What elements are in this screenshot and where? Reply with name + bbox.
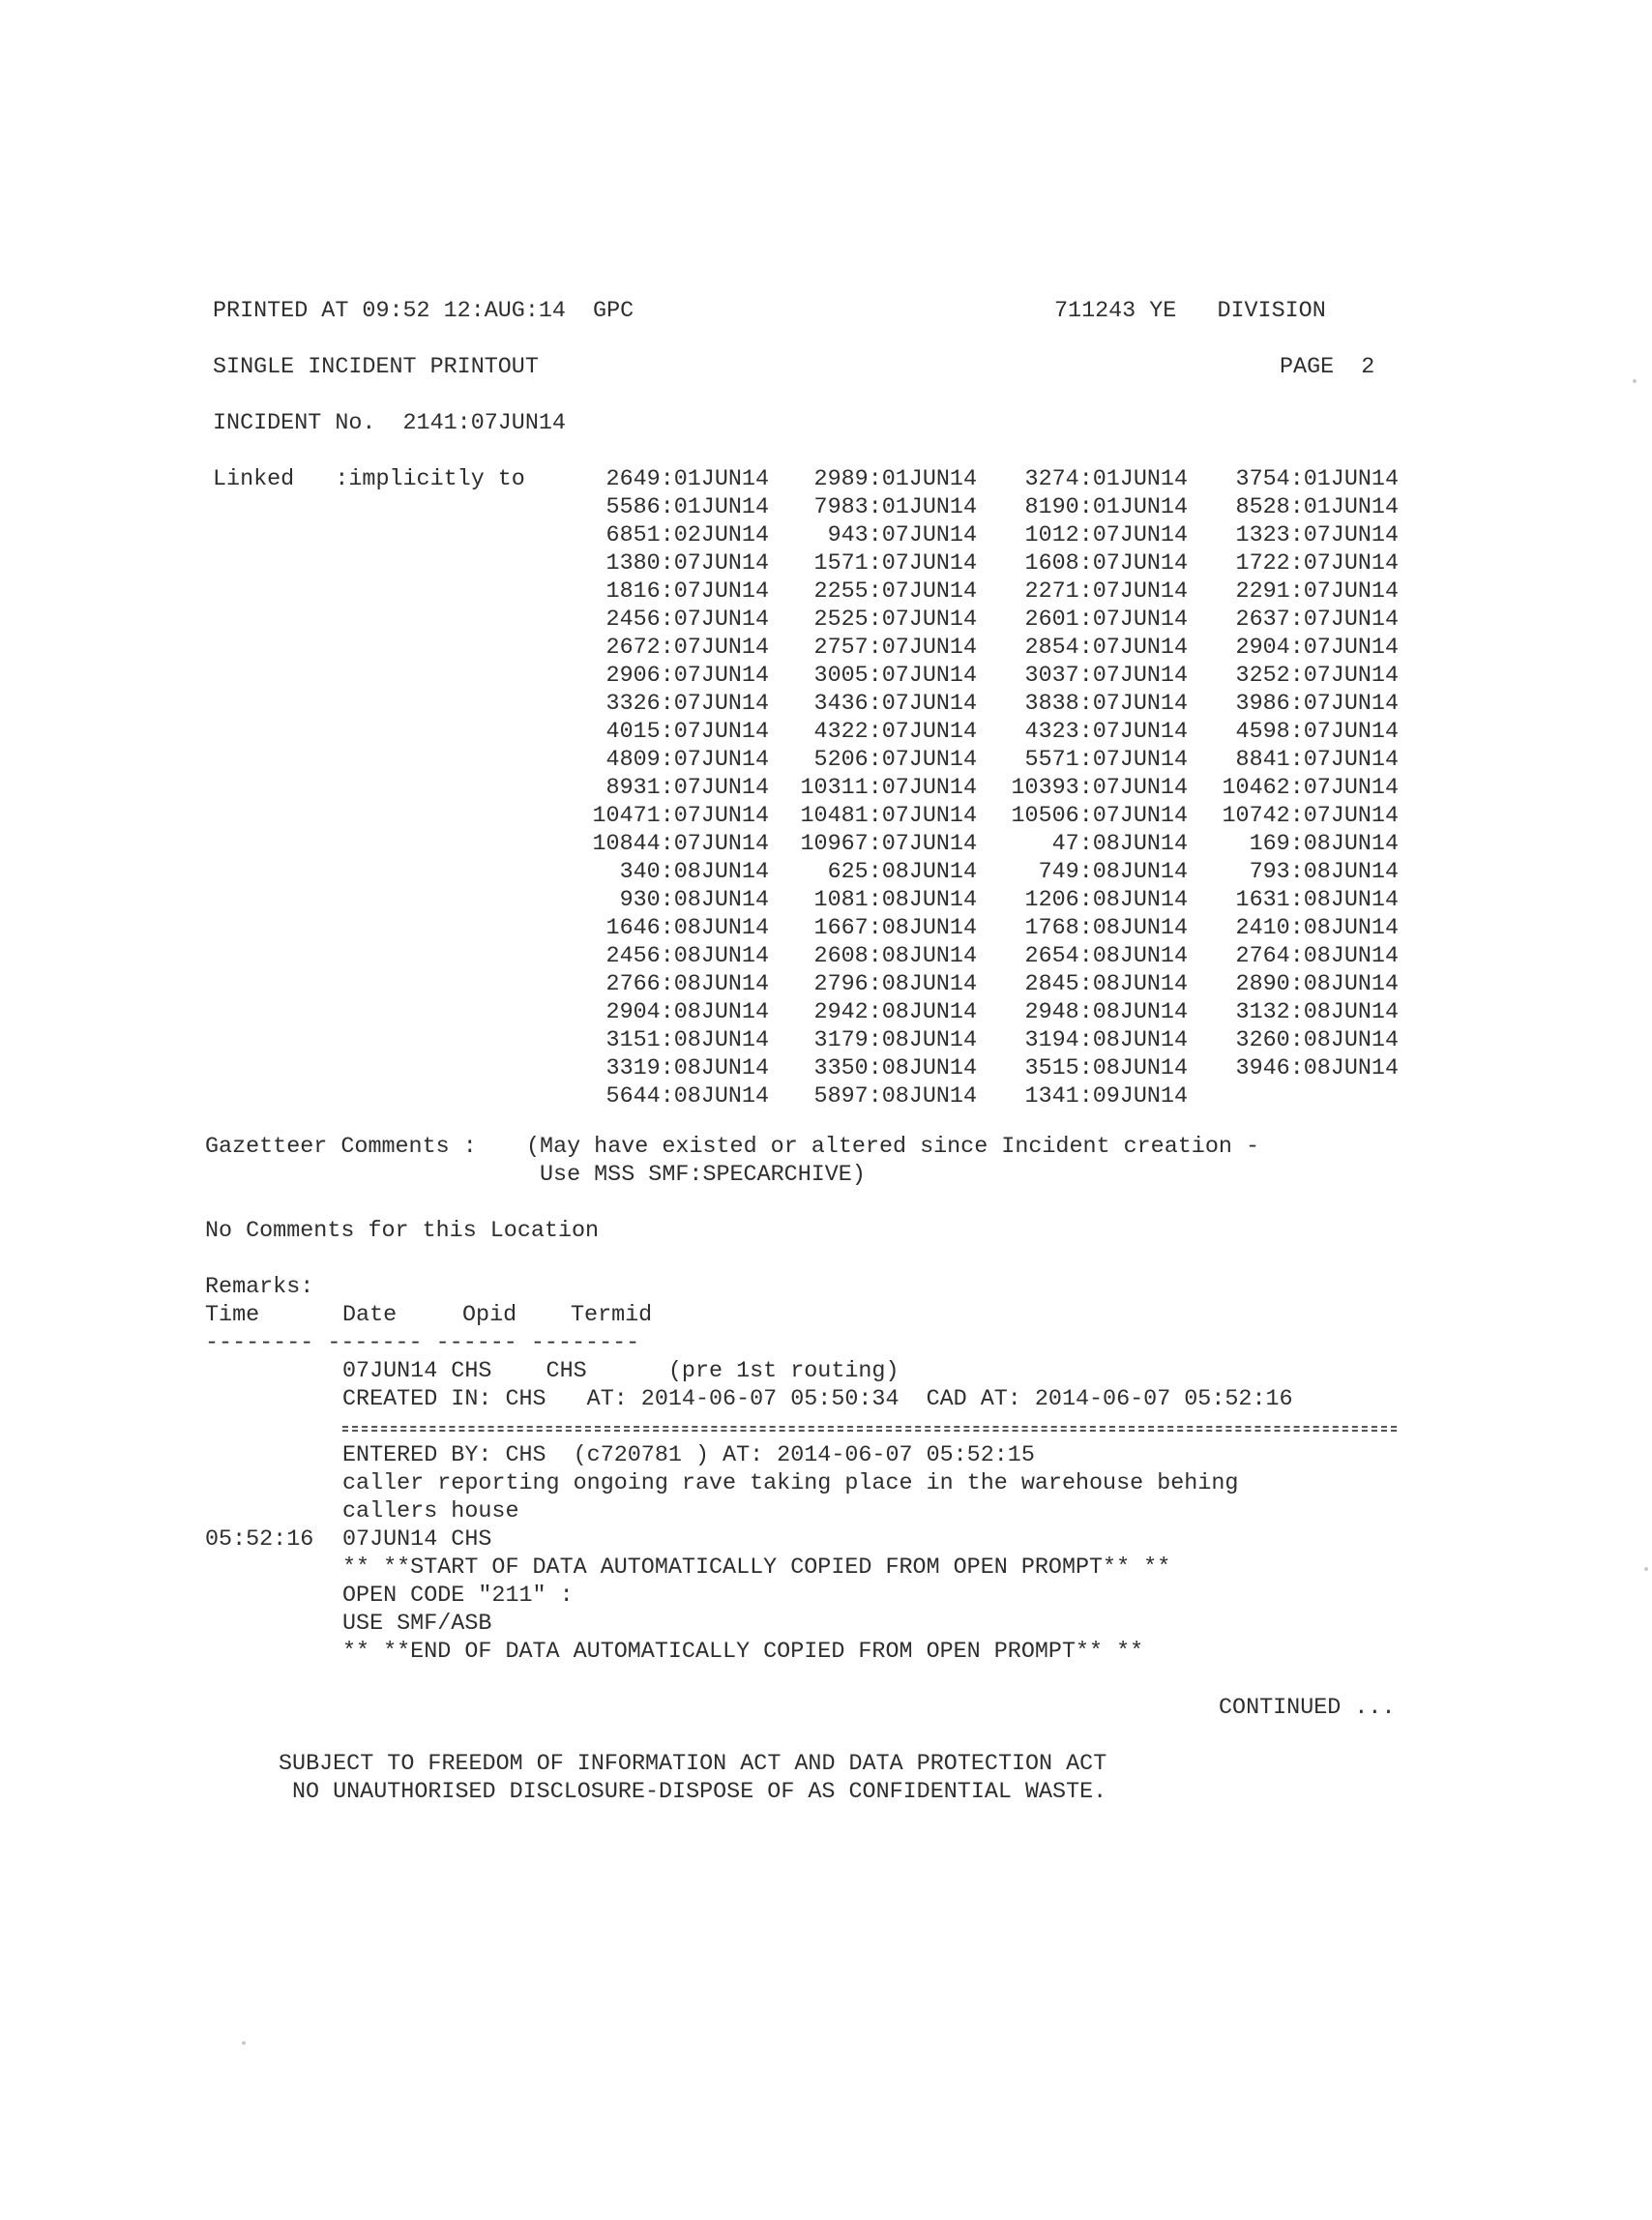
linked-row — [561, 578, 1402, 607]
linked-incident-ref: 3252:07JUN14 — [1235, 664, 1399, 689]
linked-incident-ref: 4322:07JUN14 — [813, 720, 977, 745]
linked-incident-ref: 8190:01JUN14 — [1024, 495, 1188, 520]
linked-row — [561, 943, 1402, 971]
linked-incident-ref: 1380:07JUN14 — [605, 551, 769, 577]
linked-incident-ref: 3350:08JUN14 — [813, 1056, 977, 1081]
linked-incident-ref: 5644:08JUN14 — [605, 1084, 769, 1110]
linked-incident-ref: 2291:07JUN14 — [1235, 579, 1399, 605]
linked-row — [561, 1055, 1402, 1083]
linked-row — [561, 494, 1402, 522]
remark-line: callers house — [342, 1499, 519, 1524]
linked-incident-ref: 1816:07JUN14 — [605, 579, 769, 605]
remark-line: caller reporting ongoing rave taking place in the warehouse behing — [342, 1471, 1239, 1496]
linked-row — [561, 859, 1402, 887]
linked-incident-ref: 2764:08JUN14 — [1235, 944, 1399, 969]
linked-incident-ref: 2525:07JUN14 — [813, 607, 977, 633]
remark-line: USE SMF/ASB — [342, 1612, 492, 1637]
footer-notice-line-1: SUBJECT TO FREEDOM OF INFORMATION ACT AND DATA PROTECTION ACT — [279, 1752, 1107, 1777]
no-comments-text: No Comments for this Location — [205, 1219, 600, 1244]
linked-incident-ref: 8931:07JUN14 — [605, 776, 769, 801]
linked-incident-ref: 3436:07JUN14 — [813, 692, 977, 717]
linked-incident-ref: 4598:07JUN14 — [1235, 720, 1399, 745]
linked-incident-ref: 1012:07JUN14 — [1024, 523, 1188, 548]
linked-row — [561, 607, 1402, 635]
linked-incident-ref: 2942:08JUN14 — [813, 1000, 977, 1025]
linked-incident-ref: 1646:08JUN14 — [605, 916, 769, 941]
linked-incident-ref: 3319:08JUN14 — [605, 1056, 769, 1081]
linked-incident-ref: 47:08JUN14 — [1051, 832, 1188, 857]
linked-incident-ref: 1631:08JUN14 — [1235, 888, 1399, 913]
linked-incident-ref: 3946:08JUN14 — [1235, 1056, 1399, 1081]
linked-row — [561, 1027, 1402, 1055]
linked-incident-ref: 6851:02JUN14 — [605, 523, 769, 548]
linked-incident-ref: 3274:01JUN14 — [1024, 467, 1188, 492]
linked-incident-ref: 10481:07JUN14 — [800, 804, 977, 829]
incident-number: INCIDENT No. 2141:07JUN14 — [213, 411, 566, 436]
column-underline: -------- ------- ------ -------- — [205, 1331, 640, 1356]
linked-incident-ref: 3194:08JUN14 — [1024, 1028, 1188, 1053]
linked-incident-ref: 625:08JUN14 — [827, 860, 977, 885]
linked-incident-ref: 2796:08JUN14 — [813, 972, 977, 997]
linked-incident-ref: 3260:08JUN14 — [1235, 1028, 1399, 1053]
linked-row — [561, 691, 1402, 719]
linked-incident-ref: 2672:07JUN14 — [605, 636, 769, 661]
linked-incident-ref: 3515:08JUN14 — [1024, 1056, 1188, 1081]
linked-incident-ref: 2854:07JUN14 — [1024, 636, 1188, 661]
linked-incident-ref: 2906:07JUN14 — [605, 664, 769, 689]
remark-line: CREATED IN: CHS AT: 2014-06-07 05:50:34 CAD AT: 2014-06-07 05:52:16 — [342, 1387, 1293, 1412]
linked-incident-ref: 793:08JUN14 — [1249, 860, 1399, 885]
linked-incident-ref: 3754:01JUN14 — [1235, 467, 1399, 492]
linked-row — [561, 550, 1402, 578]
linked-incident-ref: 4323:07JUN14 — [1024, 720, 1188, 745]
linked-incident-ref: 2456:08JUN14 — [605, 944, 769, 969]
scan-speck — [242, 2041, 246, 2045]
remark-time: 05:52:16 — [205, 1527, 314, 1553]
remark-line: ** **START OF DATA AUTOMATICALLY COPIED FROM OPEN PROMPT** ** — [342, 1555, 1171, 1581]
linked-incident-ref: 4809:07JUN14 — [605, 748, 769, 773]
linked-incident-ref: 10506:07JUN14 — [1011, 804, 1188, 829]
remark-line: ** **END OF DATA AUTOMATICALLY COPIED FROM OPEN PROMPT** ** — [342, 1640, 1144, 1665]
gazetteer-note-line-2: Use MSS SMF:SPECARCHIVE) — [540, 1163, 866, 1188]
linked-incident-ref: 10844:07JUN14 — [592, 832, 769, 857]
page-number: PAGE 2 — [1280, 355, 1375, 380]
linked-incident-ref: 5571:07JUN14 — [1024, 748, 1188, 773]
linked-incident-ref: 1081:08JUN14 — [813, 888, 977, 913]
remark-line: ENTERED BY: CHS (c720781 ) AT: 2014-06-07 05:52:15 — [342, 1443, 1035, 1468]
linked-row — [561, 803, 1402, 831]
linked-incident-ref: 10462:07JUN14 — [1222, 776, 1399, 801]
linked-row — [561, 466, 1402, 494]
linked-incident-ref: 4015:07JUN14 — [605, 720, 769, 745]
linked-incident-ref: 10967:07JUN14 — [800, 832, 977, 857]
linked-incident-ref: 169:08JUN14 — [1249, 832, 1399, 857]
linked-label: Linked :implicitly to — [213, 467, 525, 492]
linked-row — [561, 522, 1402, 550]
linked-incident-ref: 1722:07JUN14 — [1235, 551, 1399, 577]
linked-incident-ref: 2757:07JUN14 — [813, 636, 977, 661]
linked-incident-ref: 2766:08JUN14 — [605, 972, 769, 997]
linked-incident-ref: 5586:01JUN14 — [605, 495, 769, 520]
scan-speck — [1633, 379, 1637, 383]
linked-incident-ref: 5897:08JUN14 — [813, 1084, 977, 1110]
linked-row — [561, 1083, 1402, 1111]
linked-incident-ref: 2989:01JUN14 — [813, 467, 977, 492]
linked-incident-ref: 7983:01JUN14 — [813, 495, 977, 520]
linked-incident-ref: 3132:08JUN14 — [1235, 1000, 1399, 1025]
linked-incident-ref: 1571:07JUN14 — [813, 551, 977, 577]
page-title: SINGLE INCIDENT PRINTOUT — [213, 355, 539, 380]
linked-incident-ref: 10471:07JUN14 — [592, 804, 769, 829]
column-header-opid: Opid — [462, 1303, 517, 1328]
linked-incident-ref: 2271:07JUN14 — [1024, 579, 1188, 605]
gazetteer-label: Gazetteer Comments : — [205, 1135, 477, 1160]
remark-line: OPEN CODE "211" : — [342, 1584, 574, 1609]
linked-incident-ref: 2904:08JUN14 — [605, 1000, 769, 1025]
linked-incident-ref: 5206:07JUN14 — [813, 748, 977, 773]
linked-incident-ref: 1768:08JUN14 — [1024, 916, 1188, 941]
column-header-termid: Termid — [571, 1303, 653, 1328]
linked-row — [561, 915, 1402, 943]
linked-incident-ref: 3986:07JUN14 — [1235, 692, 1399, 717]
linked-row — [561, 719, 1402, 747]
remarks-label: Remarks: — [205, 1275, 314, 1300]
linked-incident-ref: 3005:07JUN14 — [813, 664, 977, 689]
linked-incident-ref: 1341:09JUN14 — [1024, 1084, 1188, 1110]
linked-incident-ref: 10311:07JUN14 — [800, 776, 977, 801]
column-header-time: Time — [205, 1303, 260, 1328]
linked-incident-ref: 8841:07JUN14 — [1235, 748, 1399, 773]
linked-incident-ref: 10742:07JUN14 — [1222, 804, 1399, 829]
linked-incident-ref: 2654:08JUN14 — [1024, 944, 1188, 969]
linked-incident-ref: 2456:07JUN14 — [605, 607, 769, 633]
linked-incident-ref: 2948:08JUN14 — [1024, 1000, 1188, 1025]
linked-incident-ref: 1323:07JUN14 — [1235, 523, 1399, 548]
remark-line: 07JUN14 CHS — [342, 1527, 492, 1553]
linked-row — [561, 747, 1402, 775]
linked-incident-ref: 1206:08JUN14 — [1024, 888, 1188, 913]
linked-incident-ref: 2845:08JUN14 — [1024, 972, 1188, 997]
linked-row — [561, 887, 1402, 915]
linked-incident-ref: 3838:07JUN14 — [1024, 692, 1188, 717]
footer-notice-line-2: NO UNAUTHORISED DISCLOSURE-DISPOSE OF AS CONFIDENTIAL WASTE. — [292, 1780, 1107, 1805]
linked-row — [561, 971, 1402, 999]
linked-incident-ref: 8528:01JUN14 — [1235, 495, 1399, 520]
continued-marker: CONTINUED ... — [1219, 1696, 1396, 1721]
linked-row — [561, 775, 1402, 803]
linked-row — [561, 635, 1402, 663]
division-reference: 711243 YE DIVISION — [1054, 299, 1326, 324]
linked-incident-ref: 2601:07JUN14 — [1024, 607, 1188, 633]
linked-incident-ref: 749:08JUN14 — [1038, 860, 1188, 885]
linked-incident-ref: 2410:08JUN14 — [1235, 916, 1399, 941]
linked-incident-ref: 10393:07JUN14 — [1011, 776, 1188, 801]
linked-row — [561, 663, 1402, 691]
linked-incident-ref: 340:08JUN14 — [619, 860, 769, 885]
linked-incident-ref: 3037:07JUN14 — [1024, 664, 1188, 689]
linked-row — [561, 831, 1402, 859]
double-rule-divider — [342, 1426, 1397, 1432]
linked-incident-ref: 3326:07JUN14 — [605, 692, 769, 717]
linked-incident-ref: 2890:08JUN14 — [1235, 972, 1399, 997]
linked-incident-ref: 3179:08JUN14 — [813, 1028, 977, 1053]
linked-row — [561, 999, 1402, 1027]
column-header-date: Date — [342, 1303, 398, 1328]
linked-incident-ref: 2649:01JUN14 — [605, 467, 769, 492]
linked-incident-ref: 2255:07JUN14 — [813, 579, 977, 605]
linked-incident-ref: 943:07JUN14 — [827, 523, 977, 548]
linked-incident-ref: 2637:07JUN14 — [1235, 607, 1399, 633]
linked-incident-ref: 2904:07JUN14 — [1235, 636, 1399, 661]
linked-incident-ref: 1608:07JUN14 — [1024, 551, 1188, 577]
printed-at-header: PRINTED AT 09:52 12:AUG:14 GPC — [213, 299, 634, 324]
linked-incident-ref: 1667:08JUN14 — [813, 916, 977, 941]
linked-incident-ref: 930:08JUN14 — [619, 888, 769, 913]
linked-incident-ref: 3151:08JUN14 — [605, 1028, 769, 1053]
linked-incident-ref: 2608:08JUN14 — [813, 944, 977, 969]
remark-line: 07JUN14 CHS CHS (pre 1st routing) — [342, 1359, 900, 1384]
gazetteer-note-line-1: (May have existed or altered since Incident creation - — [526, 1135, 1259, 1160]
scan-speck — [1644, 1567, 1648, 1571]
